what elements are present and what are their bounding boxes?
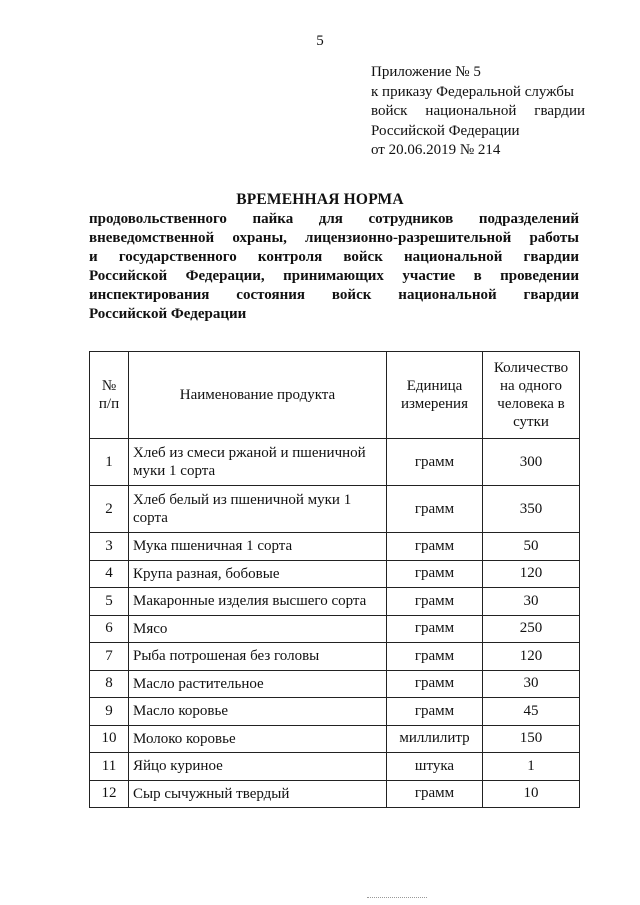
row-quantity: 300 [483, 439, 580, 486]
row-unit: грамм [387, 588, 483, 616]
row-num: 10 [90, 725, 129, 753]
row-product-name: Макаронные изделия высшего сорта [129, 588, 387, 616]
table-row [90, 780, 580, 808]
row-unit: грамм [387, 780, 483, 808]
table-row [90, 698, 580, 726]
row-quantity: 30 [483, 670, 580, 698]
row-num: 8 [90, 670, 129, 698]
document-title: ВРЕМЕННАЯ НОРМА [236, 191, 404, 208]
subtitle-line: Российской Федерации, принимающих участие в проведении [89, 268, 579, 284]
row-num: 6 [90, 615, 129, 643]
subtitle-line: Российской Федерации [89, 306, 247, 322]
table-row [90, 439, 580, 486]
document-subtitle [89, 210, 579, 324]
row-unit: штука [387, 753, 483, 781]
row-quantity: 120 [483, 643, 580, 671]
row-product-name: Яйцо куриное [129, 753, 387, 781]
row-unit: грамм [387, 486, 483, 533]
row-product-name: Мука пшеничная 1 сорта [129, 533, 387, 561]
row-quantity: 30 [483, 588, 580, 616]
row-quantity: 50 [483, 533, 580, 561]
table-row [90, 486, 580, 533]
row-product-name: Масло растительное [129, 670, 387, 698]
appendix-line: Российской Федерации [371, 122, 520, 139]
row-unit: грамм [387, 643, 483, 671]
appendix-block [371, 63, 585, 161]
subtitle-line: инспектирования состояния войск национальной гвардии [89, 287, 579, 303]
ration-norm-table [89, 351, 580, 808]
row-unit: грамм [387, 533, 483, 561]
row-product-name: Масло коровье [129, 698, 387, 726]
row-unit: грамм [387, 439, 483, 486]
page-bottom-mark [367, 897, 427, 900]
subtitle-line: продовольственного пайка для сотрудников подразделений [89, 211, 579, 227]
subtitle-line: вневедомственной охраны, лицензионно-разрешительной работы [89, 230, 579, 246]
table-row [90, 533, 580, 561]
row-product-name: Рыба потрошеная без головы [129, 643, 387, 671]
row-num: 1 [90, 439, 129, 486]
header-num: № п/п [90, 352, 129, 439]
row-num: 9 [90, 698, 129, 726]
row-product-name: Хлеб из смеси ржаной и пшеничной муки 1 сорта [129, 439, 387, 486]
header-unit: Единица измерения [387, 352, 483, 439]
table-row [90, 615, 580, 643]
row-unit: грамм [387, 615, 483, 643]
row-quantity: 350 [483, 486, 580, 533]
row-quantity: 45 [483, 698, 580, 726]
row-unit: грамм [387, 698, 483, 726]
row-num: 11 [90, 753, 129, 781]
row-quantity: 10 [483, 780, 580, 808]
table-row [90, 753, 580, 781]
row-quantity: 120 [483, 560, 580, 588]
row-num: 3 [90, 533, 129, 561]
table-row [90, 588, 580, 616]
row-quantity: 250 [483, 615, 580, 643]
appendix-line: войск национальной гвардии [371, 103, 585, 119]
table-row [90, 560, 580, 588]
table-row [90, 670, 580, 698]
header-quantity: Количество на одного человека в сутки [483, 352, 580, 439]
appendix-line: от 20.06.2019 № 214 [371, 142, 501, 158]
row-product-name: Сыр сычужный твердый [129, 780, 387, 808]
table-header-row [90, 352, 580, 439]
row-product-name: Мясо [129, 615, 387, 643]
appendix-line: Приложение № 5 [371, 64, 481, 80]
row-product-name: Крупа разная, бобовые [129, 560, 387, 588]
row-num: 5 [90, 588, 129, 616]
row-num: 12 [90, 780, 129, 808]
row-num: 4 [90, 560, 129, 588]
appendix-line: к приказу Федеральной службы [371, 83, 575, 100]
row-product-name: Молоко коровье [129, 725, 387, 753]
row-quantity: 150 [483, 725, 580, 753]
row-unit: миллилитр [387, 725, 483, 753]
row-product-name: Хлеб белый из пшеничной муки 1 сорта [129, 486, 387, 533]
row-quantity: 1 [483, 753, 580, 781]
page-number: 5 [316, 33, 324, 49]
table-row [90, 643, 580, 671]
row-unit: грамм [387, 670, 483, 698]
table-row [90, 725, 580, 753]
row-num: 7 [90, 643, 129, 671]
row-unit: грамм [387, 560, 483, 588]
subtitle-line: и государственного контроля войск национальной гвардии [89, 249, 579, 265]
header-product-name: Наименование продукта [129, 352, 387, 439]
row-num: 2 [90, 486, 129, 533]
